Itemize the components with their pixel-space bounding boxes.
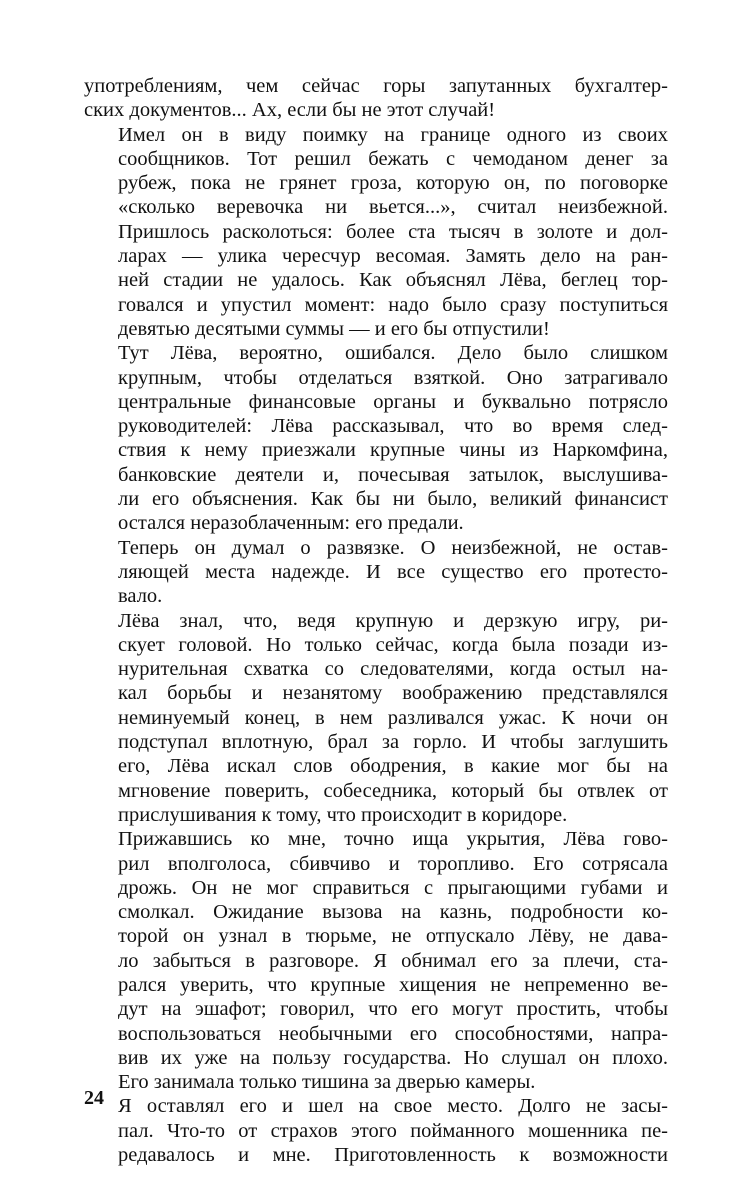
text-line: ских документов... Ах, если бы не этот случай! (84, 99, 496, 122)
text-line: Теперь он думал о развязке. О неизбежной, не остав- (118, 536, 668, 559)
text-line: остался неразоблаченным: его предали. (118, 512, 464, 535)
text-line: дрожь. Он не мог справиться с прыгающими губами и (118, 876, 668, 899)
paragraph (84, 341, 668, 535)
text-line: мгновение поверить, собеседника, который бы отвлек от (118, 779, 668, 802)
text-line: его, Лёва искал слов ободрения, в какие мог бы на (118, 755, 668, 778)
text-line: нурительная схватка со следователями, когда остыл на- (118, 658, 668, 681)
paragraph (84, 827, 668, 1094)
text-line: ло забыться в разговоре. Я обнимал его за плечи, ста- (118, 949, 668, 972)
paragraph (84, 74, 668, 123)
text-line: Лёва знал, что, ведя крупную и дерзкую игру, ри- (118, 609, 668, 632)
text-line: говался и упустил момент: надо было сразу поступиться (118, 293, 668, 316)
text-line: рался уверить, что крупные хищения не непременно ве- (118, 973, 668, 996)
text-line: девятью десятыми суммы — и его бы отпустили! (118, 317, 550, 340)
text-line: воспользоваться необычными его способностями, напра- (118, 1022, 668, 1045)
text-line: скует головой. Но только сейчас, когда была позади из- (118, 633, 668, 656)
text-line: Прижавшись ко мне, точно ища укрытия, Лёва гово- (118, 828, 668, 851)
text-line: Имел он в виду поимку на границе одного из своих (118, 123, 668, 146)
page-number: 24 (84, 1087, 104, 1109)
text-line: крупным, чтобы отделаться взяткой. Оно затрагивало (118, 366, 668, 389)
text-line: Пришлось расколоться: более ста тысяч в золоте и дол- (118, 220, 668, 243)
text-line: вив их уже на пользу государства. Но слушал он плохо. (118, 1046, 668, 1069)
text-line: прислушивания к тому, что происходит в коридоре. (118, 803, 568, 826)
text-line: редавалось и мне. Приготовленность к возможности (118, 1144, 668, 1167)
paragraph (84, 123, 668, 342)
text-line: торой он узнал в тюрьме, не отпускало Лёву, не дава- (118, 925, 668, 948)
text-line: ли его объяснения. Как бы ни было, великий финансист (118, 488, 668, 511)
text-line: Тут Лёва, вероятно, ошибался. Дело было слишком (118, 342, 668, 365)
text-line: смолкал. Ожидание вызова на казнь, подробности ко- (118, 901, 668, 924)
text-line: дут на эшафот; говорил, что его могут простить, чтобы (118, 998, 668, 1021)
text-line: рубеж, пока не грянет гроза, которую он, по поговорке (118, 172, 668, 195)
text-line: ствия к нему приезжали крупные чины из Наркомфина, (118, 439, 668, 462)
text-line: кал борьбы и незанятому воображению представлялся (118, 682, 668, 705)
text-line: центральные финансовые органы и буквально потрясло (118, 390, 668, 413)
text-line: Его занимала только тишина за дверью камеры. (118, 1071, 536, 1094)
text-line: употреблениям, чем сейчас горы запутанных бухгалтер- (84, 75, 668, 97)
text-line: вало. (118, 585, 163, 608)
text-line: неминуемый конец, в нем разливался ужас. К ночи он (118, 706, 668, 729)
text-line: пал. Что-то от страхов этого пойманного мошенника пе- (118, 1119, 668, 1142)
text-line: банковские деятели и, почесывая затылок, выслушива- (118, 463, 668, 486)
text-line: рил вполголоса, сбивчиво и торопливо. Его сотрясала (118, 852, 668, 875)
paragraph (84, 1094, 668, 1167)
text-line: подступал вплотную, брал за горло. И чтобы заглушить (118, 731, 668, 754)
text-line: ларах — улика чересчур весомая. Замять дело на ран- (118, 245, 668, 268)
text-line: ней стадии не удалось. Как объяснял Лёва, беглец тор- (118, 269, 668, 292)
text-line: Я оставлял его и шел на свое место. Долго не засы- (118, 1095, 668, 1118)
paragraph (84, 536, 668, 609)
text-line: ляющей места надежде. И все существо его протесто- (118, 560, 668, 583)
text-line: руководителей: Лёва рассказывал, что во время след- (118, 415, 668, 438)
text-line: сообщников. Тот решил бежать с чемоданом денег за (118, 147, 668, 170)
page-body (84, 74, 668, 1167)
paragraph (84, 609, 668, 828)
text-line: «сколько веревочка ни вьется...», считал неизбежной. (118, 196, 668, 219)
